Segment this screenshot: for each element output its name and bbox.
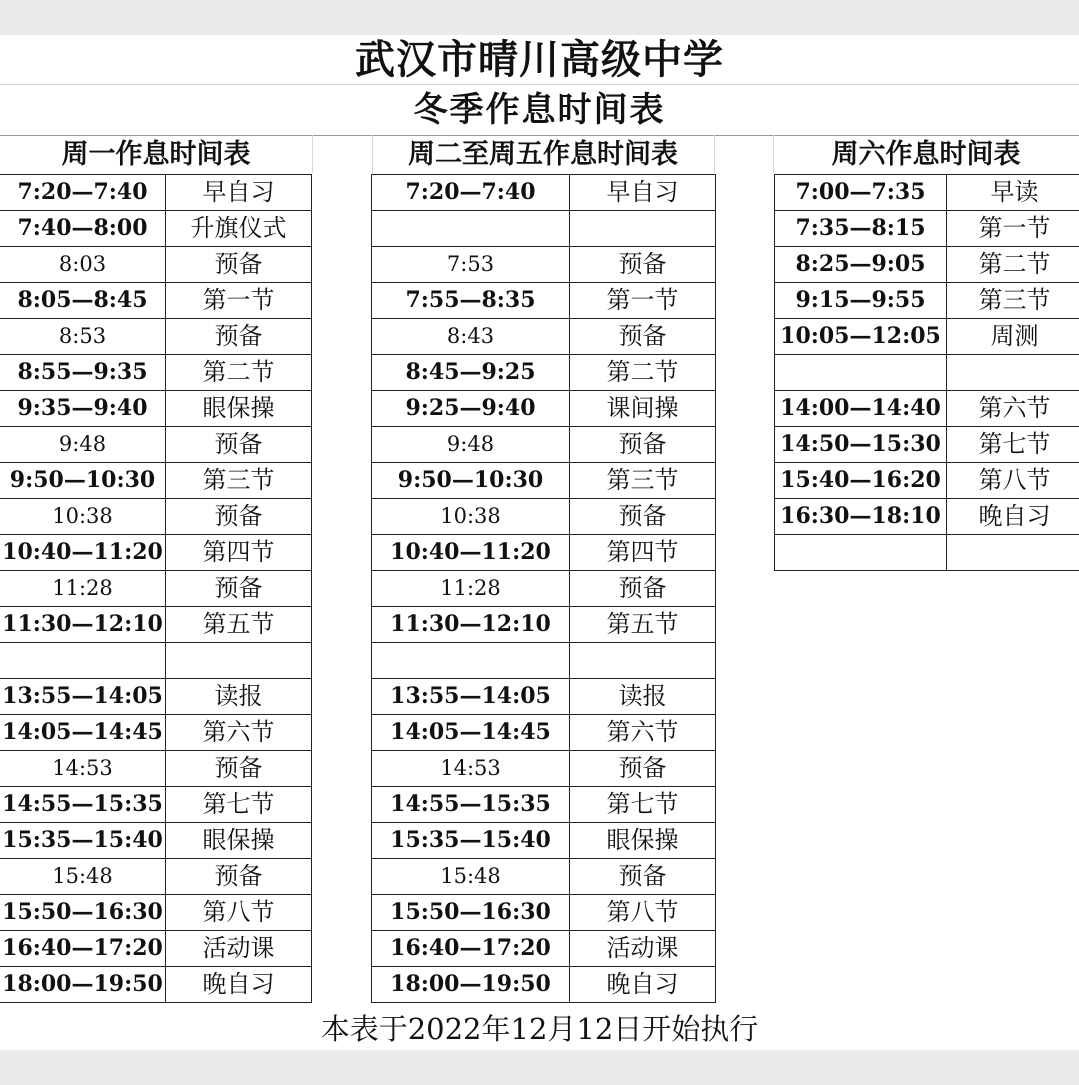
- table-row: [372, 643, 716, 679]
- time-cell: 8:25—9:05: [775, 247, 947, 283]
- activity-cell: 预备: [166, 571, 312, 607]
- time-cell: 14:05—14:45: [372, 715, 570, 751]
- time-cell: 11:30—12:10: [0, 607, 166, 643]
- time-cell: [0, 643, 166, 679]
- activity-cell: 预备: [570, 427, 716, 463]
- time-cell: 9:48: [0, 427, 166, 463]
- activity-cell: 第一节: [166, 283, 312, 319]
- activity-cell: 预备: [570, 247, 716, 283]
- time-cell: 16:40—17:20: [0, 931, 166, 967]
- time-cell: 18:00—19:50: [0, 967, 166, 1003]
- table-row: [0, 715, 312, 751]
- table-row: [775, 355, 1079, 391]
- time-cell: 10:40—11:20: [372, 535, 570, 571]
- monday-table: [0, 174, 312, 1003]
- time-cell: 18:00—19:50: [372, 967, 570, 1003]
- time-cell: 10:05—12:05: [775, 319, 947, 355]
- activity-cell: [166, 643, 312, 679]
- table-row: [0, 427, 312, 463]
- table-row: [372, 535, 716, 571]
- table-row: [0, 787, 312, 823]
- table-row: [0, 319, 312, 355]
- activity-cell: 第五节: [570, 607, 716, 643]
- schedule-sheet: [0, 35, 1079, 1050]
- grid-line: [0, 135, 1079, 136]
- table-row: [0, 211, 312, 247]
- table-row: [372, 967, 716, 1003]
- table-row: [372, 427, 716, 463]
- time-cell: 14:55—15:35: [372, 787, 570, 823]
- activity-cell: 预备: [570, 859, 716, 895]
- time-cell: 14:55—15:35: [0, 787, 166, 823]
- activity-cell: 第三节: [166, 463, 312, 499]
- time-cell: 9:15—9:55: [775, 283, 947, 319]
- time-cell: 11:28: [372, 571, 570, 607]
- table-row: [372, 823, 716, 859]
- table-row: [372, 895, 716, 931]
- activity-cell: 早读: [947, 175, 1079, 211]
- table-row: [0, 571, 312, 607]
- time-cell: 7:40—8:00: [0, 211, 166, 247]
- activity-cell: 第二节: [947, 247, 1079, 283]
- time-cell: 15:48: [372, 859, 570, 895]
- table-row: [0, 823, 312, 859]
- time-cell: 11:30—12:10: [372, 607, 570, 643]
- activity-cell: 第三节: [570, 463, 716, 499]
- time-cell: 8:05—8:45: [0, 283, 166, 319]
- table-row: [372, 859, 716, 895]
- time-cell: 9:48: [372, 427, 570, 463]
- activity-cell: 第二节: [570, 355, 716, 391]
- time-cell: 7:53: [372, 247, 570, 283]
- time-cell: [372, 211, 570, 247]
- time-cell: 9:35—9:40: [0, 391, 166, 427]
- time-cell: 13:55—14:05: [0, 679, 166, 715]
- activity-cell: 第八节: [166, 895, 312, 931]
- time-cell: 15:40—16:20: [775, 463, 947, 499]
- activity-cell: [947, 535, 1079, 571]
- grid-line: [0, 84, 1079, 85]
- table-row: [0, 283, 312, 319]
- table-row: [0, 679, 312, 715]
- table-row: [372, 283, 716, 319]
- time-cell: 8:55—9:35: [0, 355, 166, 391]
- time-cell: [775, 355, 947, 391]
- table-row: [372, 679, 716, 715]
- time-cell: 16:40—17:20: [372, 931, 570, 967]
- time-cell: 16:30—18:10: [775, 499, 947, 535]
- table-row: [372, 319, 716, 355]
- activity-cell: 预备: [166, 859, 312, 895]
- time-cell: 14:05—14:45: [0, 715, 166, 751]
- tue-fri-heading: 周二至周五作息时间表: [408, 139, 678, 170]
- time-cell: 15:50—16:30: [0, 895, 166, 931]
- time-cell: 15:48: [0, 859, 166, 895]
- activity-cell: 活动课: [570, 931, 716, 967]
- table-row: [372, 211, 716, 247]
- activity-cell: 晚自习: [166, 967, 312, 1003]
- activity-cell: 预备: [166, 499, 312, 535]
- activity-cell: 预备: [570, 751, 716, 787]
- table-row: [0, 751, 312, 787]
- activity-cell: 课间操: [570, 391, 716, 427]
- activity-cell: 预备: [570, 499, 716, 535]
- time-cell: 7:55—8:35: [372, 283, 570, 319]
- table-row: [372, 607, 716, 643]
- table-row: [0, 247, 312, 283]
- activity-cell: 第三节: [947, 283, 1079, 319]
- table-row: [775, 535, 1079, 571]
- activity-cell: 第一节: [947, 211, 1079, 247]
- saturday-table: [774, 174, 1079, 571]
- activity-cell: 早自习: [166, 175, 312, 211]
- time-cell: 9:25—9:40: [372, 391, 570, 427]
- activity-cell: 第八节: [947, 463, 1079, 499]
- table-row: [0, 967, 312, 1003]
- school-title: 武汉市晴川高级中学: [355, 37, 724, 83]
- time-cell: 8:43: [372, 319, 570, 355]
- activity-cell: 眼保操: [166, 823, 312, 859]
- time-cell: 7:35—8:15: [775, 211, 947, 247]
- time-cell: 14:53: [372, 751, 570, 787]
- time-cell: 15:50—16:30: [372, 895, 570, 931]
- time-cell: 8:53: [0, 319, 166, 355]
- time-cell: 13:55—14:05: [372, 679, 570, 715]
- activity-cell: 第六节: [166, 715, 312, 751]
- table-row: [0, 175, 312, 211]
- activity-cell: 第六节: [947, 391, 1079, 427]
- activity-cell: 周测: [947, 319, 1079, 355]
- activity-cell: 第一节: [570, 283, 716, 319]
- time-cell: 10:38: [0, 499, 166, 535]
- table-row: [0, 355, 312, 391]
- time-cell: 9:50—10:30: [372, 463, 570, 499]
- activity-cell: 预备: [166, 319, 312, 355]
- activity-cell: 晚自习: [947, 499, 1079, 535]
- time-cell: 15:35—15:40: [372, 823, 570, 859]
- table-row: [0, 463, 312, 499]
- time-cell: 11:28: [0, 571, 166, 607]
- effective-date-note: 本表于2022年12月12日开始执行: [320, 1012, 759, 1046]
- table-row: [372, 571, 716, 607]
- table-row: [372, 715, 716, 751]
- table-row: [372, 931, 716, 967]
- table-row: [372, 499, 716, 535]
- table-row: [0, 931, 312, 967]
- table-row: [0, 859, 312, 895]
- activity-cell: 升旗仪式: [166, 211, 312, 247]
- time-cell: 15:35—15:40: [0, 823, 166, 859]
- activity-cell: 预备: [166, 751, 312, 787]
- activity-cell: 第七节: [166, 787, 312, 823]
- table-row: [775, 175, 1079, 211]
- table-row: [0, 643, 312, 679]
- time-cell: [372, 643, 570, 679]
- activity-cell: 第七节: [570, 787, 716, 823]
- time-cell: 7:20—7:40: [0, 175, 166, 211]
- time-cell: 14:50—15:30: [775, 427, 947, 463]
- table-row: [372, 787, 716, 823]
- activity-cell: [570, 211, 716, 247]
- time-cell: 14:00—14:40: [775, 391, 947, 427]
- activity-cell: [570, 643, 716, 679]
- activity-cell: 读报: [570, 679, 716, 715]
- activity-cell: 第八节: [570, 895, 716, 931]
- activity-cell: 预备: [166, 247, 312, 283]
- activity-cell: 第七节: [947, 427, 1079, 463]
- activity-cell: 预备: [570, 319, 716, 355]
- activity-cell: 眼保操: [570, 823, 716, 859]
- activity-cell: 第二节: [166, 355, 312, 391]
- activity-cell: 第四节: [166, 535, 312, 571]
- activity-cell: 第四节: [570, 535, 716, 571]
- table-row: [372, 355, 716, 391]
- activity-cell: 晚自习: [570, 967, 716, 1003]
- activity-cell: 眼保操: [166, 391, 312, 427]
- schedule-subtitle: 冬季作息时间表: [413, 90, 666, 130]
- table-row: [372, 463, 716, 499]
- activity-cell: 第五节: [166, 607, 312, 643]
- table-row: [0, 895, 312, 931]
- table-row: [0, 535, 312, 571]
- activity-cell: 预备: [570, 571, 716, 607]
- activity-cell: [947, 355, 1079, 391]
- table-row: [0, 391, 312, 427]
- time-cell: 8:45—9:25: [372, 355, 570, 391]
- activity-cell: 读报: [166, 679, 312, 715]
- activity-cell: 早自习: [570, 175, 716, 211]
- table-row: [372, 391, 716, 427]
- time-cell: 14:53: [0, 751, 166, 787]
- table-row: [372, 247, 716, 283]
- saturday-heading: 周六作息时间表: [831, 139, 1021, 170]
- time-cell: 7:20—7:40: [372, 175, 570, 211]
- tue-fri-table: [371, 174, 716, 1003]
- table-row: [0, 607, 312, 643]
- activity-cell: 预备: [166, 427, 312, 463]
- activity-cell: 第六节: [570, 715, 716, 751]
- time-cell: 10:38: [372, 499, 570, 535]
- time-cell: 7:00—7:35: [775, 175, 947, 211]
- table-row: [372, 175, 716, 211]
- time-cell: 9:50—10:30: [0, 463, 166, 499]
- time-cell: 8:03: [0, 247, 166, 283]
- table-row: [0, 499, 312, 535]
- monday-heading: 周一作息时间表: [61, 139, 251, 170]
- activity-cell: 活动课: [166, 931, 312, 967]
- table-row: [372, 751, 716, 787]
- time-cell: [775, 535, 947, 571]
- time-cell: 10:40—11:20: [0, 535, 166, 571]
- grid-line: [312, 135, 313, 173]
